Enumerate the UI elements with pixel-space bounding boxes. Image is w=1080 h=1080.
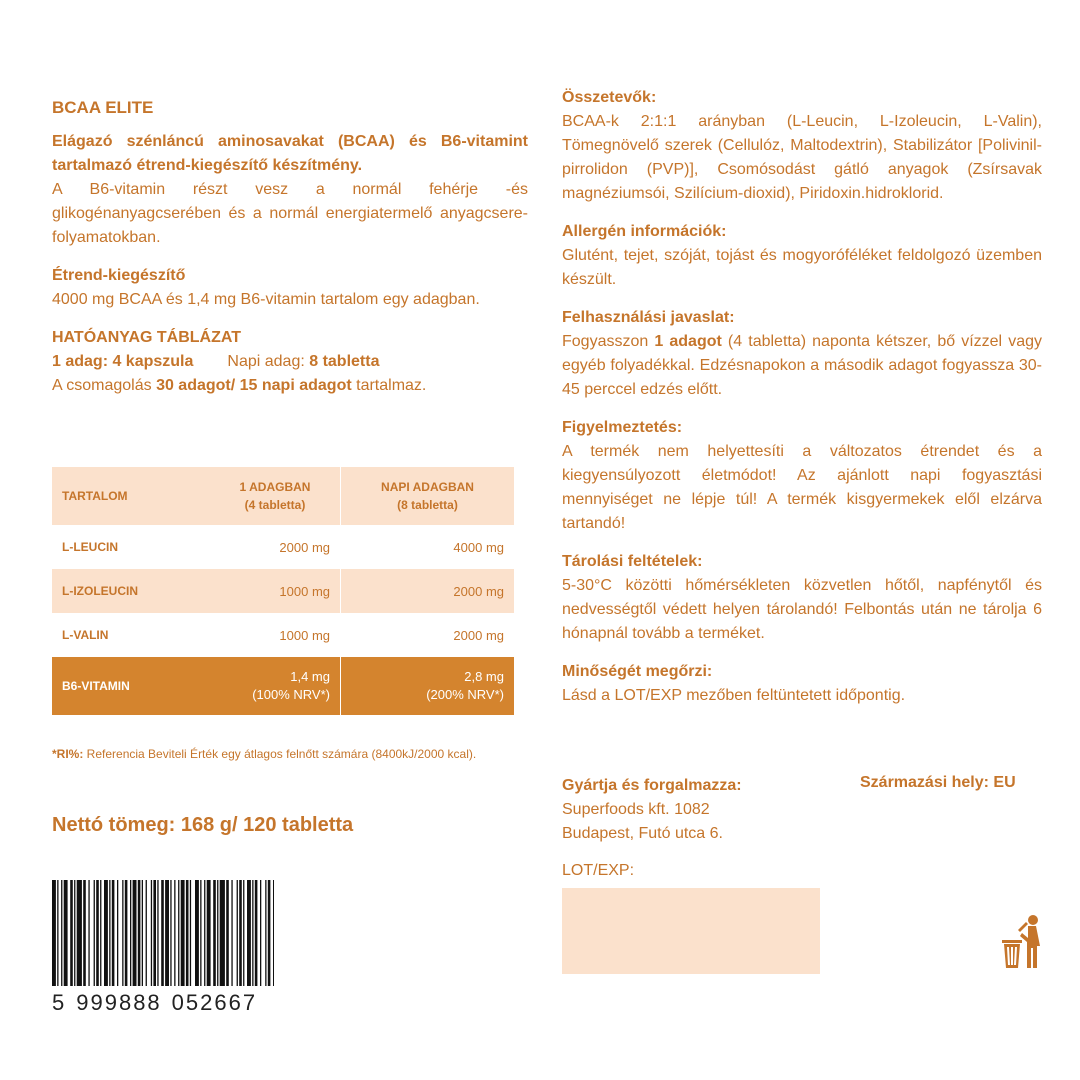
- row-dose: [210, 657, 341, 715]
- barcode-bar: [146, 880, 147, 986]
- row-dose: 2000 mg: [210, 525, 341, 569]
- product-title: BCAA ELITE: [52, 98, 154, 117]
- ingredients-text: BCAA-k 2:1:1 arányban (L-Leucin, L-Izoleucin, L-Valin), Tömegnövelő szerek (Cellulóz, Maltodextrin), Stabilizátor [Polivinil-pirrolidon (PVP)], Csomósodást gátló anyagok (Zsírsavak magnéziumsói, Szilícium-dioxid), Piridoxin.hidroklorid.: [562, 113, 1042, 202]
- barcode-bar: [207, 880, 211, 986]
- header-per-dose-sub: (4 tabletta): [244, 498, 306, 512]
- left-column: [52, 98, 528, 398]
- barcode-bar: [117, 880, 118, 986]
- barcode-bar: [57, 880, 58, 986]
- barcode-bar: [88, 880, 89, 986]
- barcode-bar: [213, 880, 216, 986]
- barcode-digit-first: 5: [52, 990, 67, 1015]
- barcode-bar: [52, 880, 56, 986]
- header-daily-dose: [341, 467, 515, 525]
- row-name: L-VALIN: [62, 628, 109, 642]
- barcode-bar: [96, 880, 99, 986]
- barcode-bar: [157, 880, 158, 986]
- table-header-row: [52, 467, 514, 525]
- row-daily-value: 2,8 mg: [464, 669, 504, 684]
- ingredients-heading: Összetevők:: [562, 89, 657, 106]
- usage-suffix: (4 tabletta) naponta kétszer, bő vízzel vagy egyéb folyadékkal. Edzésnapokon a második adagot fogyassza 30-45 perccel edzés előtt.: [562, 333, 1043, 398]
- storage-text: 5-30°C közötti hőmérsékleten közvetlen hőtől, napfénytől és nedvességtől védett helyen tárolandó! Felbontás után ne tárolja 6 hónapnál tovább a terméket.: [562, 577, 1042, 642]
- footnote: [52, 744, 502, 764]
- row-dose: 1000 mg: [210, 613, 341, 657]
- producer-heading: Gyártja és forgalmazza:: [562, 777, 742, 794]
- barcode-bar: [112, 880, 115, 986]
- barcode-bar: [273, 880, 274, 986]
- barcode-bar: [260, 880, 261, 986]
- barcode-bar: [190, 880, 191, 986]
- barcode-bar: [61, 880, 62, 986]
- package-bold: 30 adagot/ 15 napi adagot: [156, 377, 352, 394]
- barcode-bar: [122, 880, 123, 986]
- barcode-bar: [174, 880, 175, 986]
- barcode-bar: [226, 880, 229, 986]
- barcode-bar: [74, 880, 75, 986]
- barcode-bar: [142, 880, 143, 986]
- usage-prefix: Fogyasszon: [562, 333, 655, 350]
- lot-exp-box: [562, 888, 820, 974]
- producer-line2: Budapest, Futó utca 6.: [562, 825, 723, 842]
- package-line: [52, 374, 528, 398]
- barcode-bar: [83, 880, 86, 986]
- best-before-heading: Minőségét megőrzi:: [562, 663, 713, 680]
- barcode-bar: [138, 880, 141, 986]
- barcode-bar: [247, 880, 251, 986]
- net-weight: Nettó tömeg: 168 g/ 120 tabletta: [52, 814, 354, 836]
- active-ingredient-table: [52, 467, 514, 715]
- table-row: [52, 569, 514, 613]
- table-row: [52, 613, 514, 657]
- barcode-bar: [153, 880, 156, 986]
- row-daily: [341, 657, 515, 715]
- barcode-bar: [151, 880, 152, 986]
- barcode-bar: [109, 880, 110, 986]
- barcode-bar: [178, 880, 179, 986]
- barcode-bar: [252, 880, 253, 986]
- barcode-bar: [77, 880, 82, 986]
- barcode-graphic: [52, 880, 274, 986]
- header-content-label: TARTALOM: [62, 489, 128, 503]
- table-heading: HATÓANYAG TÁBLÁZAT: [52, 329, 242, 346]
- header-daily-dose-label: NAPI ADAGBAN: [381, 480, 474, 494]
- row-name: B6-VITAMIN: [52, 657, 210, 715]
- footnote-bold: *RI%:: [52, 747, 84, 761]
- lot-exp-label: LOT/EXP:: [562, 862, 635, 879]
- barcode-bar: [125, 880, 128, 986]
- barcode-bar: [133, 880, 137, 986]
- header-daily-dose-sub: (8 tabletta): [397, 498, 458, 512]
- package-suffix: tartalmaz.: [351, 377, 427, 394]
- header-per-dose-label: 1 ADAGBAN: [239, 480, 311, 494]
- row-dose-sub: (100% NRV*): [252, 687, 330, 702]
- producer-block: [562, 774, 742, 846]
- barcode-bar: [255, 880, 258, 986]
- barcode-bar: [239, 880, 242, 986]
- best-before-text: Lásd a LOT/EXP mezőben feltüntetett időpontig.: [562, 687, 906, 704]
- barcode-bar: [130, 880, 131, 986]
- row-dose: 1000 mg: [210, 569, 341, 613]
- row-daily: 2000 mg: [341, 569, 515, 613]
- header-content: [52, 467, 210, 525]
- row-name: L-IZOLEUCIN: [52, 569, 210, 613]
- barcode-bar: [220, 880, 225, 986]
- dose-line: [52, 350, 528, 374]
- warning-heading: Figyelmeztetés:: [562, 419, 683, 436]
- barcode-bar: [204, 880, 205, 986]
- supplement-heading: Étrend-kiegészítő: [52, 267, 186, 284]
- barcode-bar: [268, 880, 271, 986]
- barcode-bar: [64, 880, 68, 986]
- daily-label-value: 8 tabletta: [309, 353, 380, 370]
- intro-bold: Elágazó szénláncú aminosavakat (BCAA) és B6-vitamint tartalmazó étrend-kiegészítő készítmény.: [52, 133, 528, 174]
- barcode-bar: [70, 880, 73, 986]
- barcode-bar: [200, 880, 201, 986]
- header-per-dose: [210, 467, 341, 525]
- package-prefix: A csomagolás: [52, 377, 157, 394]
- intro-text: A B6-vitamin részt vesz a normál fehérje -és glikogénanyagcserében és a normál energiatermelő anyagcsere-folyamatokban.: [52, 181, 528, 246]
- barcode-bar: [94, 880, 95, 986]
- barcode-digits-left: 999888: [76, 990, 162, 1015]
- barcode-number: [52, 990, 267, 1016]
- table-row-highlight: [52, 657, 514, 715]
- barcode-bar: [265, 880, 266, 986]
- allergen-text: Glutént, tejet, szóját, tojást és mogyoróféléket feldolgozó üzemben készült.: [562, 247, 1042, 288]
- daily-label-prefix: Napi adag:: [227, 353, 310, 370]
- allergen-heading: Allergén információk:: [562, 223, 727, 240]
- storage-heading: Tárolási feltételek:: [562, 553, 703, 570]
- barcode-bar: [181, 880, 185, 986]
- row-daily: 2000 mg: [453, 627, 504, 643]
- barcode-bar: [100, 880, 101, 986]
- right-column: [562, 86, 1042, 708]
- producer-line1: Superfoods kft. 1082: [562, 801, 710, 818]
- barcode-bar: [165, 880, 169, 986]
- row-name: L-LEUCIN: [62, 540, 118, 554]
- barcode-bar: [231, 880, 232, 986]
- barcode-bar: [195, 880, 199, 986]
- row-daily-sub: (200% NRV*): [426, 687, 504, 702]
- supplement-text: 4000 mg BCAA és 1,4 mg B6-vitamin tartalom egy adagban.: [52, 291, 480, 308]
- barcode-bar: [243, 880, 244, 986]
- barcode-bar: [237, 880, 238, 986]
- origin: Származási hely: EU: [860, 774, 1016, 791]
- table-row: [52, 525, 514, 569]
- recycle-bin-icon: [1000, 912, 1044, 972]
- usage-text: [562, 330, 1042, 402]
- barcode-digits-right: 052667: [171, 990, 258, 1015]
- usage-bold: 1 adagot: [654, 333, 722, 350]
- barcode-bar: [186, 880, 189, 986]
- usage-heading: Felhasználási javaslat:: [562, 309, 735, 326]
- footnote-text: Referencia Beviteli Érték egy átlagos felnőtt számára (8400kJ/2000 kcal).: [83, 747, 477, 761]
- dose-label: 1 adag: 4 kapszula: [52, 353, 194, 370]
- barcode-bar: [161, 880, 164, 986]
- row-dose-value: 1,4 mg: [290, 669, 330, 684]
- warning-text: A termék nem helyettesíti a változatos étrendet és a kiegyensúlyozott életmódot! Az ajánlott napi fogyasztási mennyiséget ne lépje túl! A termék kisgyermekek elől elzárva tartandó!: [562, 443, 1042, 532]
- row-daily: 4000 mg: [453, 539, 504, 555]
- barcode-bar: [104, 880, 108, 986]
- barcode-bar: [217, 880, 218, 986]
- barcode-bar: [170, 880, 171, 986]
